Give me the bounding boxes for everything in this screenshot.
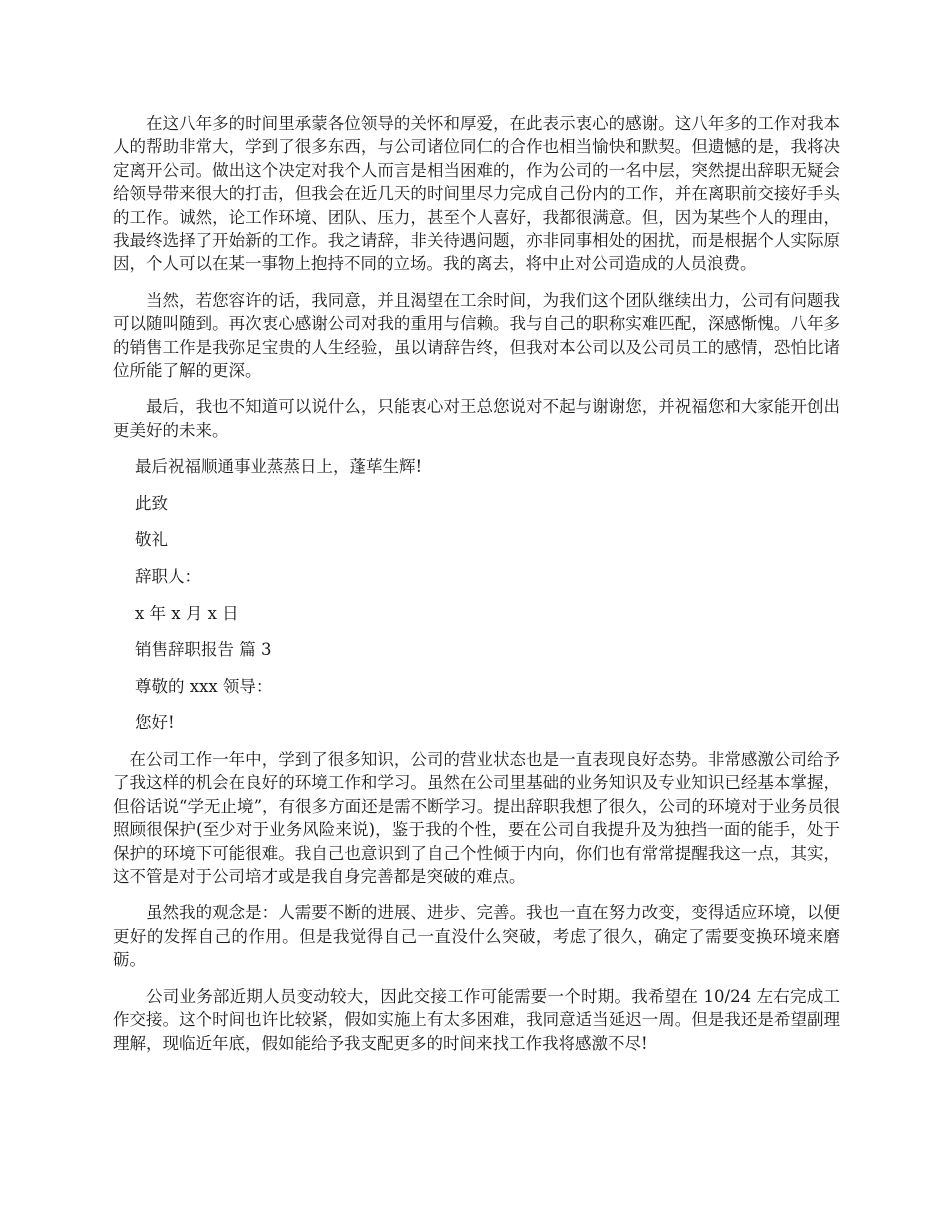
resigner-line: 辞职人： — [135, 567, 201, 587]
section-title: 销售辞职报告 篇 3 — [135, 640, 272, 660]
paragraph-closing-wish: 最后，我也不知道可以说什么，只能衷心对王总您说对不起与谢谢您，并祝福您和大家能开创出更美好的未来。 — [113, 397, 840, 440]
paragraph-gratitude: 在这八年多的时间里承蒙各位领导的关怀和厚爱，在此表示衷心的感谢。这八年多的工作对我本人的帮助非常大，学到了很多东西，与公司诸位同仁的合作也相当愉快和默契。但遗憾的是，我将决定离开公司。做出这个决定对我个人而言是相当困难的，作为公司的一名中层，突然提出辞职无疑会给领导带来很大的打击，但我会在近几天的时间里尽力完成自己份内的工作，并在离职前交接好手头的工作。诚然，论工作环境、团队、压力，甚至个人喜好，我都很满意。但，因为某些个人的理由，我最终选择了开始新的工作。我之请辞，非关待遇问题，亦非同事相处的困扰，而是根据个人实际原因，个人可以在某一事物上抱持不同的立场。我的离去，将中止对公司造成的人员浪费。 — [113, 114, 840, 274]
jingli-line: 敬礼 — [135, 530, 168, 550]
paragraph-work-experience: 在公司工作一年中，学到了很多知识，公司的营业状态也是一直表现良好态势。非常感激公司给予了我这样的机会在良好的环境工作和学习。虽然在公司里基础的业务知识及专业知识已经基本掌握，但俗话说“学无止境”，有很多方面还是需不断学习。提出辞职我想了很久，公司的环境对于业务员很照顾很保护(至少对于业务风险来说)，鉴于我的个性，要在公司自我提升及为独挡一面的能手，处于保护的环境下可能很难。我自己也意识到了自己个性倾于内向，你们也有常常提醒我这一点，其实，这不管是对于公司培才或是我自身完善都是突破的难点。 — [113, 750, 840, 887]
salutation-line: 尊敬的 xxx 领导： — [135, 676, 273, 696]
paragraph-offer-help: 当然，若您容许的话，我同意，并且渴望在工余时间，为我们这个团队继续出力，公司有问题我可以随叫随到。再次衷心感谢公司对我的重用与信赖。我与自己的职称实难匹配，深感惭愧。八年多的销售工作是我弥足宝贵的人生经验，虽以请辞告终，但我对本公司以及公司员工的感情，恐怕比诸位所能了解的更深。 — [113, 290, 840, 381]
paragraph-handover: 公司业务部近期人员变动较大，因此交接工作可能需要一个时期。我希望在 10/24 左右完成工作交接。这个时间也许比较紧，假如实施上有太多困难，我同意适当延迟一周。但是我还是希望副理理解，现临近年底，假如能给予我支配更多的时间来找工作我将感激不尽! — [113, 986, 840, 1053]
date-line: x 年 x 月 x 日 — [135, 603, 239, 623]
document-page — [113, 112, 840, 1055]
paragraph-personal-growth: 虽然我的观念是：人需要不断的进展、进步、完善。我也一直在努力改变，变得适应环境，以便更好的发挥自己的作用。但是我觉得自己一直没什么突破，考虑了很久，确定了需要变换环境来磨砺。 — [113, 903, 840, 970]
cizhi-line: 此致 — [135, 493, 168, 513]
greeting-line: 您好! — [135, 713, 175, 733]
blessing-line: 最后祝福顺通事业蒸蒸日上，蓬荜生辉! — [135, 457, 423, 477]
